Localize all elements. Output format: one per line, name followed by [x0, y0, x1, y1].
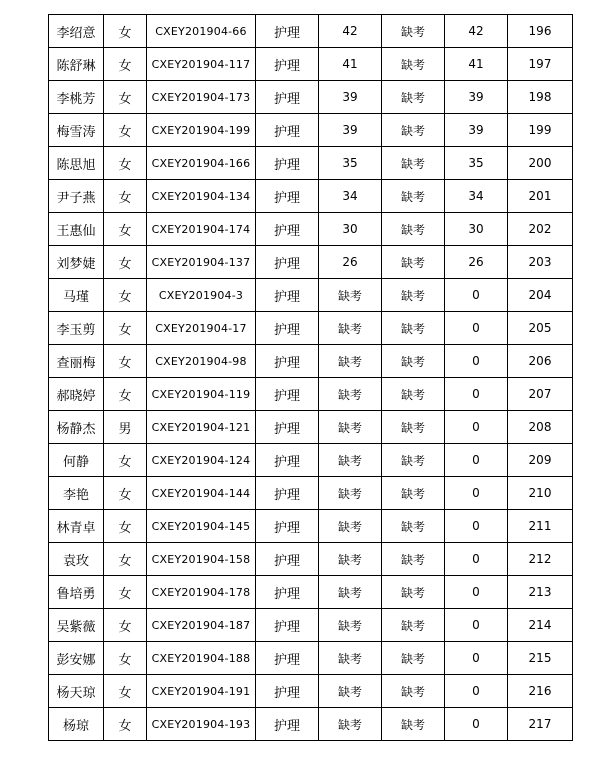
cell-name: 马瑾 [49, 279, 104, 312]
cell-exam-id: CXEY201904-191 [147, 675, 256, 708]
cell-major: 护理 [256, 246, 319, 279]
table-row [49, 81, 573, 114]
cell-rank: 198 [508, 81, 573, 114]
cell-name: 王惠仙 [49, 213, 104, 246]
cell-name: 刘梦婕 [49, 246, 104, 279]
cell-total: 0 [445, 510, 508, 543]
cell-major: 护理 [256, 81, 319, 114]
cell-rank: 212 [508, 543, 573, 576]
cell-gender: 女 [104, 576, 147, 609]
cell-gender: 女 [104, 180, 147, 213]
cell-exam-id: CXEY201904-119 [147, 378, 256, 411]
cell-score-2: 缺考 [382, 708, 445, 741]
cell-gender: 女 [104, 213, 147, 246]
cell-total: 0 [445, 279, 508, 312]
cell-score-1: 缺考 [319, 543, 382, 576]
cell-rank: 204 [508, 279, 573, 312]
cell-exam-id: CXEY201904-188 [147, 642, 256, 675]
cell-exam-id: CXEY201904-187 [147, 609, 256, 642]
cell-gender: 女 [104, 15, 147, 48]
cell-gender: 女 [104, 477, 147, 510]
cell-gender: 女 [104, 279, 147, 312]
cell-score-2: 缺考 [382, 345, 445, 378]
cell-score-1: 缺考 [319, 609, 382, 642]
cell-major: 护理 [256, 180, 319, 213]
cell-rank: 208 [508, 411, 573, 444]
cell-total: 42 [445, 15, 508, 48]
cell-rank: 210 [508, 477, 573, 510]
cell-name: 李绍意 [49, 15, 104, 48]
cell-major: 护理 [256, 510, 319, 543]
cell-exam-id: CXEY201904-98 [147, 345, 256, 378]
cell-score-1: 39 [319, 114, 382, 147]
cell-gender: 女 [104, 444, 147, 477]
cell-exam-id: CXEY201904-117 [147, 48, 256, 81]
cell-gender: 女 [104, 114, 147, 147]
cell-exam-id: CXEY201904-137 [147, 246, 256, 279]
table-row [49, 543, 573, 576]
cell-gender: 女 [104, 246, 147, 279]
cell-score-1: 缺考 [319, 675, 382, 708]
cell-gender: 女 [104, 675, 147, 708]
cell-major: 护理 [256, 213, 319, 246]
cell-name: 尹子燕 [49, 180, 104, 213]
cell-major: 护理 [256, 675, 319, 708]
cell-name: 陈舒琳 [49, 48, 104, 81]
cell-name: 彭安娜 [49, 642, 104, 675]
cell-rank: 202 [508, 213, 573, 246]
cell-exam-id: CXEY201904-144 [147, 477, 256, 510]
cell-score-1: 缺考 [319, 345, 382, 378]
cell-score-2: 缺考 [382, 675, 445, 708]
cell-score-1: 缺考 [319, 411, 382, 444]
cell-exam-id: CXEY201904-121 [147, 411, 256, 444]
cell-exam-id: CXEY201904-178 [147, 576, 256, 609]
table-row [49, 510, 573, 543]
cell-rank: 215 [508, 642, 573, 675]
cell-score-1: 42 [319, 15, 382, 48]
cell-rank: 213 [508, 576, 573, 609]
cell-major: 护理 [256, 48, 319, 81]
cell-rank: 196 [508, 15, 573, 48]
table-row [49, 675, 573, 708]
cell-exam-id: CXEY201904-17 [147, 312, 256, 345]
table-row [49, 246, 573, 279]
cell-total: 39 [445, 114, 508, 147]
cell-name: 袁玫 [49, 543, 104, 576]
cell-total: 0 [445, 411, 508, 444]
cell-major: 护理 [256, 15, 319, 48]
table-row [49, 147, 573, 180]
cell-rank: 199 [508, 114, 573, 147]
cell-major: 护理 [256, 543, 319, 576]
cell-gender: 女 [104, 708, 147, 741]
cell-score-2: 缺考 [382, 576, 445, 609]
cell-gender: 女 [104, 510, 147, 543]
cell-major: 护理 [256, 147, 319, 180]
cell-total: 26 [445, 246, 508, 279]
cell-score-1: 26 [319, 246, 382, 279]
cell-total: 34 [445, 180, 508, 213]
cell-rank: 211 [508, 510, 573, 543]
cell-total: 41 [445, 48, 508, 81]
cell-total: 35 [445, 147, 508, 180]
table-row [49, 609, 573, 642]
cell-major: 护理 [256, 411, 319, 444]
cell-exam-id: CXEY201904-193 [147, 708, 256, 741]
cell-name: 李玉剪 [49, 312, 104, 345]
cell-score-2: 缺考 [382, 15, 445, 48]
cell-major: 护理 [256, 708, 319, 741]
cell-exam-id: CXEY201904-134 [147, 180, 256, 213]
cell-total: 0 [445, 378, 508, 411]
cell-major: 护理 [256, 576, 319, 609]
cell-score-1: 缺考 [319, 444, 382, 477]
table-row [49, 642, 573, 675]
cell-score-2: 缺考 [382, 312, 445, 345]
cell-exam-id: CXEY201904-199 [147, 114, 256, 147]
cell-gender: 女 [104, 48, 147, 81]
cell-score-1: 34 [319, 180, 382, 213]
cell-gender: 女 [104, 312, 147, 345]
cell-total: 0 [445, 312, 508, 345]
cell-total: 0 [445, 708, 508, 741]
cell-total: 0 [445, 444, 508, 477]
cell-name: 李桃芳 [49, 81, 104, 114]
cell-major: 护理 [256, 477, 319, 510]
table-row [49, 15, 573, 48]
cell-score-1: 缺考 [319, 378, 382, 411]
cell-total: 0 [445, 675, 508, 708]
cell-major: 护理 [256, 609, 319, 642]
cell-name: 杨天琼 [49, 675, 104, 708]
cell-gender: 女 [104, 81, 147, 114]
cell-rank: 197 [508, 48, 573, 81]
cell-name: 杨琼 [49, 708, 104, 741]
table-row [49, 48, 573, 81]
cell-rank: 209 [508, 444, 573, 477]
cell-rank: 205 [508, 312, 573, 345]
cell-rank: 203 [508, 246, 573, 279]
cell-score-2: 缺考 [382, 510, 445, 543]
cell-major: 护理 [256, 312, 319, 345]
table-row [49, 477, 573, 510]
table-row [49, 213, 573, 246]
table-body [49, 15, 573, 741]
cell-rank: 216 [508, 675, 573, 708]
cell-score-2: 缺考 [382, 213, 445, 246]
cell-score-2: 缺考 [382, 147, 445, 180]
cell-gender: 女 [104, 147, 147, 180]
cell-exam-id: CXEY201904-158 [147, 543, 256, 576]
cell-rank: 201 [508, 180, 573, 213]
table-row [49, 576, 573, 609]
table-row [49, 444, 573, 477]
cell-name: 何静 [49, 444, 104, 477]
cell-score-2: 缺考 [382, 114, 445, 147]
cell-exam-id: CXEY201904-124 [147, 444, 256, 477]
cell-name: 郝晓婷 [49, 378, 104, 411]
cell-name: 鲁培勇 [49, 576, 104, 609]
cell-gender: 男 [104, 411, 147, 444]
table-row [49, 345, 573, 378]
cell-exam-id: CXEY201904-66 [147, 15, 256, 48]
cell-score-2: 缺考 [382, 444, 445, 477]
cell-major: 护理 [256, 642, 319, 675]
cell-name: 梅雪涛 [49, 114, 104, 147]
cell-name: 杨静杰 [49, 411, 104, 444]
cell-score-1: 39 [319, 81, 382, 114]
cell-name: 李艳 [49, 477, 104, 510]
results-table [48, 14, 573, 741]
table-row [49, 312, 573, 345]
cell-score-2: 缺考 [382, 609, 445, 642]
cell-name: 查丽梅 [49, 345, 104, 378]
cell-exam-id: CXEY201904-173 [147, 81, 256, 114]
cell-score-1: 缺考 [319, 312, 382, 345]
cell-score-2: 缺考 [382, 642, 445, 675]
cell-score-1: 缺考 [319, 279, 382, 312]
cell-gender: 女 [104, 345, 147, 378]
cell-major: 护理 [256, 279, 319, 312]
cell-name: 林青卓 [49, 510, 104, 543]
cell-score-2: 缺考 [382, 378, 445, 411]
cell-score-2: 缺考 [382, 180, 445, 213]
table-row [49, 708, 573, 741]
table-row [49, 180, 573, 213]
cell-total: 0 [445, 543, 508, 576]
cell-major: 护理 [256, 444, 319, 477]
cell-score-2: 缺考 [382, 477, 445, 510]
cell-total: 0 [445, 345, 508, 378]
cell-exam-id: CXEY201904-166 [147, 147, 256, 180]
cell-rank: 206 [508, 345, 573, 378]
cell-exam-id: CXEY201904-3 [147, 279, 256, 312]
cell-name: 吴紫薇 [49, 609, 104, 642]
cell-total: 0 [445, 576, 508, 609]
cell-gender: 女 [104, 642, 147, 675]
table-row [49, 378, 573, 411]
cell-score-1: 缺考 [319, 708, 382, 741]
cell-gender: 女 [104, 378, 147, 411]
cell-exam-id: CXEY201904-145 [147, 510, 256, 543]
table-row [49, 114, 573, 147]
cell-exam-id: CXEY201904-174 [147, 213, 256, 246]
cell-major: 护理 [256, 345, 319, 378]
cell-rank: 200 [508, 147, 573, 180]
cell-score-2: 缺考 [382, 411, 445, 444]
cell-score-2: 缺考 [382, 543, 445, 576]
cell-rank: 207 [508, 378, 573, 411]
cell-score-2: 缺考 [382, 48, 445, 81]
cell-total: 0 [445, 642, 508, 675]
cell-gender: 女 [104, 609, 147, 642]
cell-rank: 217 [508, 708, 573, 741]
cell-total: 0 [445, 477, 508, 510]
cell-total: 39 [445, 81, 508, 114]
cell-total: 0 [445, 609, 508, 642]
cell-score-1: 30 [319, 213, 382, 246]
cell-score-2: 缺考 [382, 279, 445, 312]
cell-major: 护理 [256, 114, 319, 147]
cell-score-2: 缺考 [382, 81, 445, 114]
cell-rank: 214 [508, 609, 573, 642]
cell-score-2: 缺考 [382, 246, 445, 279]
table-row [49, 279, 573, 312]
cell-total: 30 [445, 213, 508, 246]
cell-score-1: 缺考 [319, 510, 382, 543]
cell-score-1: 41 [319, 48, 382, 81]
cell-score-1: 缺考 [319, 576, 382, 609]
cell-score-1: 缺考 [319, 477, 382, 510]
cell-major: 护理 [256, 378, 319, 411]
cell-score-1: 35 [319, 147, 382, 180]
cell-name: 陈思旭 [49, 147, 104, 180]
cell-gender: 女 [104, 543, 147, 576]
cell-score-1: 缺考 [319, 642, 382, 675]
table-row [49, 411, 573, 444]
